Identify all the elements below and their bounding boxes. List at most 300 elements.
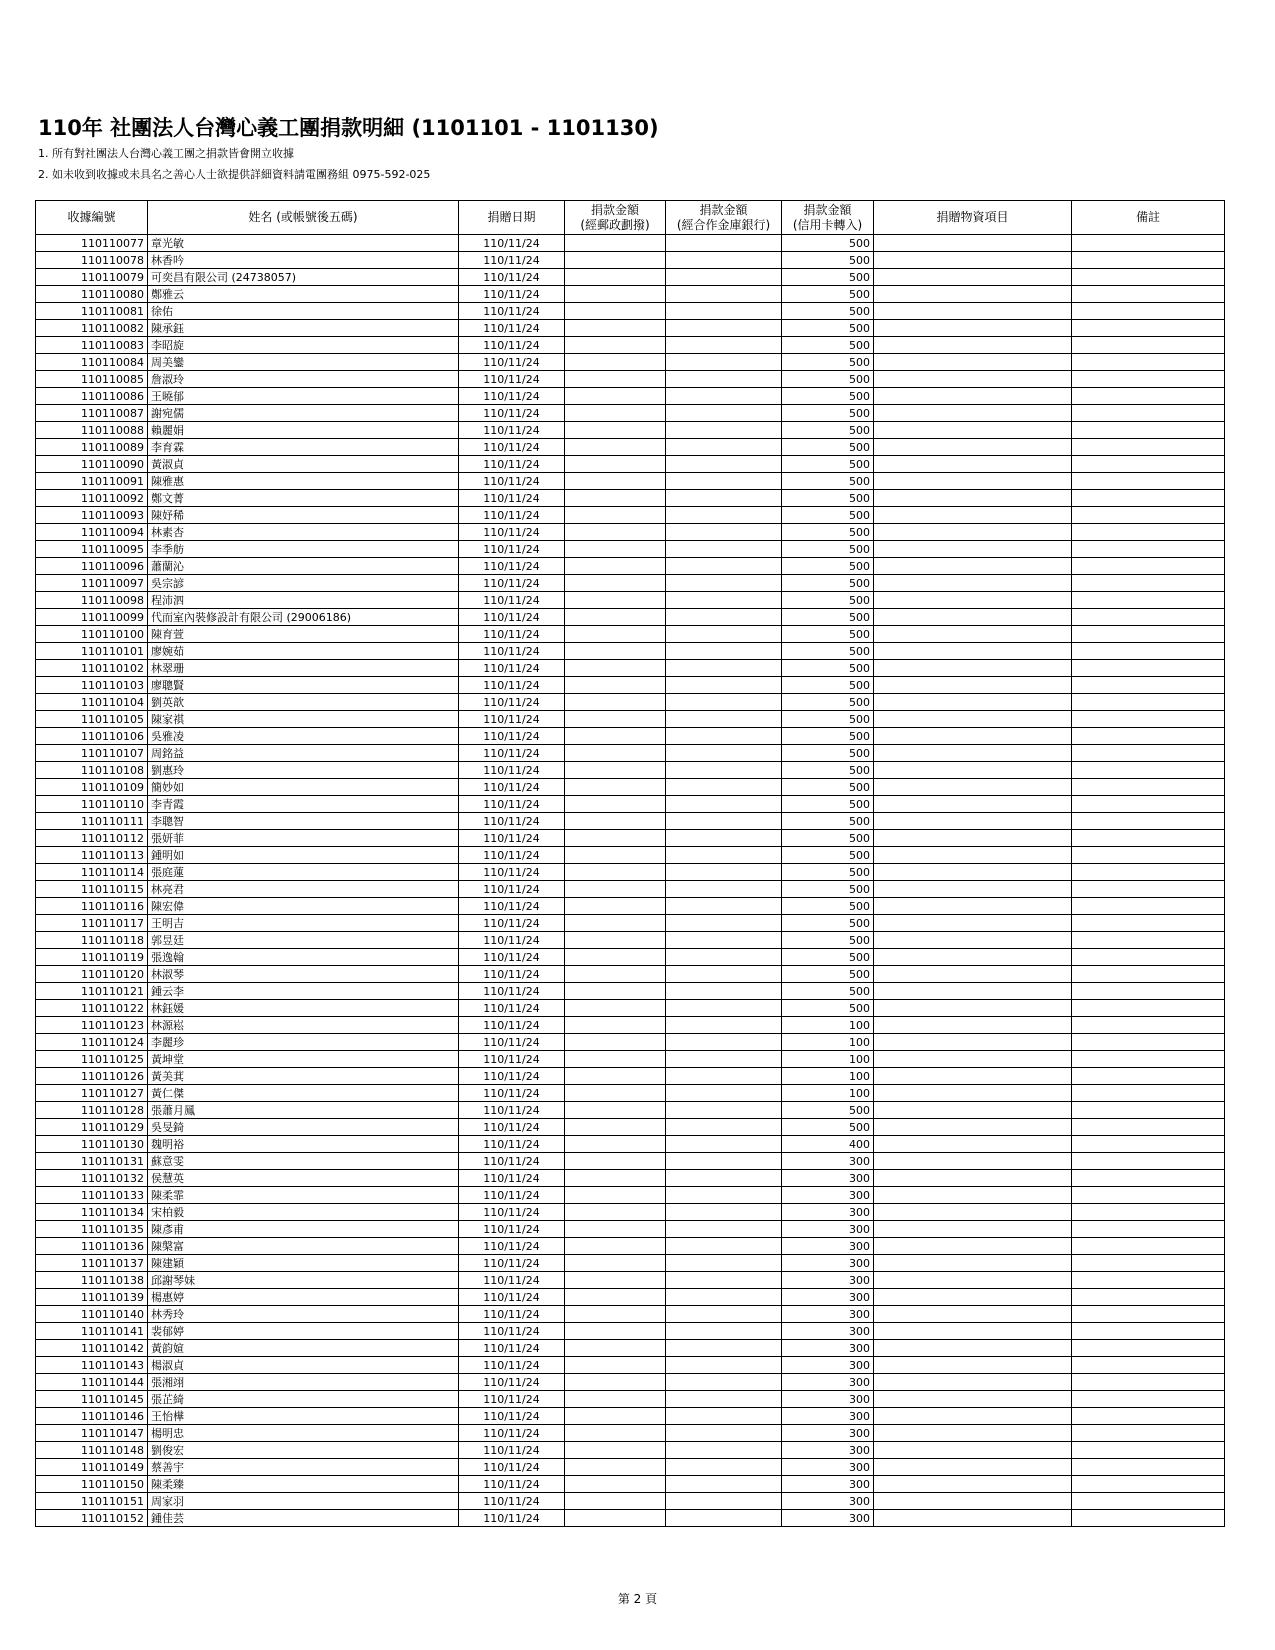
receipt-cell: 110110138: [36, 1272, 148, 1289]
donation-date-cell: 110/11/24: [459, 1204, 565, 1221]
receipt-cell: 110110119: [36, 949, 148, 966]
receipt-cell: 110110098: [36, 592, 148, 609]
bank-amount-cell: [666, 1459, 782, 1476]
table-row: [36, 609, 1225, 626]
goods-cell: [874, 286, 1072, 303]
receipt-cell: 110110101: [36, 643, 148, 660]
card-amount-cell: 500: [782, 762, 874, 779]
postal-amount-cell: [565, 1153, 666, 1170]
bank-amount-cell: [666, 1051, 782, 1068]
card-amount-cell: 300: [782, 1238, 874, 1255]
donation-date-cell: 110/11/24: [459, 235, 565, 252]
goods-cell: [874, 524, 1072, 541]
postal-amount-cell: [565, 745, 666, 762]
donor-name-cell: 李季舫: [148, 541, 459, 558]
donor-name-cell: 鍾明如: [148, 847, 459, 864]
postal-amount-cell: [565, 728, 666, 745]
remark-cell: [1072, 1289, 1225, 1306]
donation-date-cell: 110/11/24: [459, 1017, 565, 1034]
table-row: [36, 269, 1225, 286]
donor-name-cell: 鍾佳芸: [148, 1510, 459, 1527]
receipt-cell: 110110090: [36, 456, 148, 473]
receipt-cell: 110110133: [36, 1187, 148, 1204]
bank-amount-cell: [666, 388, 782, 405]
goods-cell: [874, 1119, 1072, 1136]
donation-date-cell: 110/11/24: [459, 847, 565, 864]
card-amount-cell: 500: [782, 303, 874, 320]
bank-amount-cell: [666, 269, 782, 286]
table-row: [36, 1136, 1225, 1153]
table-row: [36, 1153, 1225, 1170]
goods-cell: [874, 473, 1072, 490]
remark-cell: [1072, 252, 1225, 269]
bank-amount-cell: [666, 830, 782, 847]
remark-cell: [1072, 1170, 1225, 1187]
postal-amount-cell: [565, 473, 666, 490]
goods-cell: [874, 830, 1072, 847]
donation-date-cell: 110/11/24: [459, 830, 565, 847]
card-amount-cell: 300: [782, 1425, 874, 1442]
goods-cell: [874, 1425, 1072, 1442]
goods-cell: [874, 677, 1072, 694]
receipt-cell: 110110106: [36, 728, 148, 745]
remark-cell: [1072, 813, 1225, 830]
card-amount-cell: 500: [782, 1119, 874, 1136]
table-row: [36, 932, 1225, 949]
remark-cell: [1072, 728, 1225, 745]
donation-date-cell: 110/11/24: [459, 286, 565, 303]
donor-name-cell: 徐佑: [148, 303, 459, 320]
receipt-cell: 110110120: [36, 966, 148, 983]
table-row: [36, 694, 1225, 711]
donation-date-cell: 110/11/24: [459, 269, 565, 286]
goods-cell: [874, 1170, 1072, 1187]
receipt-cell: 110110103: [36, 677, 148, 694]
goods-cell: [874, 949, 1072, 966]
remark-cell: [1072, 779, 1225, 796]
remark-cell: [1072, 269, 1225, 286]
goods-cell: [874, 1221, 1072, 1238]
postal-amount-cell: [565, 1272, 666, 1289]
header-bank-line2: (經合作金庫銀行): [676, 217, 771, 232]
donation-date-cell: 110/11/24: [459, 439, 565, 456]
table-row: [36, 1017, 1225, 1034]
remark-cell: [1072, 898, 1225, 915]
receipt-cell: 110110117: [36, 915, 148, 932]
postal-amount-cell: [565, 847, 666, 864]
table-body: [36, 235, 1225, 1527]
card-amount-cell: 300: [782, 1476, 874, 1493]
remark-cell: [1072, 371, 1225, 388]
goods-cell: [874, 643, 1072, 660]
table-row: [36, 1306, 1225, 1323]
donor-name-cell: 黃坤堂: [148, 1051, 459, 1068]
remark-cell: [1072, 388, 1225, 405]
postal-amount-cell: [565, 677, 666, 694]
header-card-line1: 捐款金額: [803, 202, 852, 217]
donation-date-cell: 110/11/24: [459, 745, 565, 762]
header-bank-amount: [666, 201, 782, 235]
donation-date-cell: 110/11/24: [459, 1051, 565, 1068]
table-row: [36, 1187, 1225, 1204]
goods-cell: [874, 1034, 1072, 1051]
bank-amount-cell: [666, 626, 782, 643]
receipt-cell: 110110127: [36, 1085, 148, 1102]
remark-cell: [1072, 932, 1225, 949]
table-row: [36, 660, 1225, 677]
donation-date-cell: 110/11/24: [459, 1136, 565, 1153]
donor-name-cell: 廖聰賢: [148, 677, 459, 694]
remark-cell: [1072, 439, 1225, 456]
card-amount-cell: 300: [782, 1408, 874, 1425]
donor-name-cell: 李聰智: [148, 813, 459, 830]
postal-amount-cell: [565, 1017, 666, 1034]
card-amount-cell: 500: [782, 609, 874, 626]
goods-cell: [874, 1153, 1072, 1170]
remark-cell: [1072, 405, 1225, 422]
receipt-cell: 110110137: [36, 1255, 148, 1272]
bank-amount-cell: [666, 796, 782, 813]
receipt-cell: 110110092: [36, 490, 148, 507]
bank-amount-cell: [666, 898, 782, 915]
goods-cell: [874, 609, 1072, 626]
bank-amount-cell: [666, 1102, 782, 1119]
card-amount-cell: 100: [782, 1017, 874, 1034]
postal-amount-cell: [565, 1391, 666, 1408]
donation-date-cell: 110/11/24: [459, 490, 565, 507]
donor-name-cell: 周銘益: [148, 745, 459, 762]
postal-amount-cell: [565, 558, 666, 575]
donor-name-cell: 蘇意雯: [148, 1153, 459, 1170]
donation-date-cell: 110/11/24: [459, 558, 565, 575]
remark-cell: [1072, 1272, 1225, 1289]
bank-amount-cell: [666, 1408, 782, 1425]
donation-date-cell: 110/11/24: [459, 422, 565, 439]
bank-amount-cell: [666, 677, 782, 694]
postal-amount-cell: [565, 813, 666, 830]
goods-cell: [874, 728, 1072, 745]
card-amount-cell: 500: [782, 643, 874, 660]
goods-cell: [874, 881, 1072, 898]
postal-amount-cell: [565, 320, 666, 337]
table-row: [36, 371, 1225, 388]
header-bank-line1: 捐款金額: [699, 202, 748, 217]
remark-cell: [1072, 983, 1225, 1000]
remark-cell: [1072, 864, 1225, 881]
bank-amount-cell: [666, 881, 782, 898]
goods-cell: [874, 507, 1072, 524]
remark-cell: [1072, 303, 1225, 320]
receipt-cell: 110110112: [36, 830, 148, 847]
donor-name-cell: 張芷綺: [148, 1391, 459, 1408]
goods-cell: [874, 932, 1072, 949]
receipt-cell: 110110121: [36, 983, 148, 1000]
donor-name-cell: 鍾云李: [148, 983, 459, 1000]
donor-name-cell: 林鈺媛: [148, 1000, 459, 1017]
remark-cell: [1072, 830, 1225, 847]
receipt-cell: 110110145: [36, 1391, 148, 1408]
bank-amount-cell: [666, 609, 782, 626]
bank-amount-cell: [666, 983, 782, 1000]
goods-cell: [874, 1289, 1072, 1306]
remark-cell: [1072, 1442, 1225, 1459]
donation-date-cell: 110/11/24: [459, 1153, 565, 1170]
table-row: [36, 1289, 1225, 1306]
card-amount-cell: 500: [782, 507, 874, 524]
donation-date-cell: 110/11/24: [459, 915, 565, 932]
receipt-cell: 110110104: [36, 694, 148, 711]
bank-amount-cell: [666, 1034, 782, 1051]
donor-name-cell: 陳柔臻: [148, 1476, 459, 1493]
card-amount-cell: 300: [782, 1255, 874, 1272]
card-amount-cell: 500: [782, 745, 874, 762]
donation-date-cell: 110/11/24: [459, 643, 565, 660]
donation-date-cell: 110/11/24: [459, 1323, 565, 1340]
bank-amount-cell: [666, 779, 782, 796]
donation-date-cell: 110/11/24: [459, 1459, 565, 1476]
donor-name-cell: 鄭文菁: [148, 490, 459, 507]
postal-amount-cell: [565, 932, 666, 949]
postal-amount-cell: [565, 762, 666, 779]
goods-cell: [874, 1017, 1072, 1034]
card-amount-cell: 500: [782, 694, 874, 711]
donation-date-cell: 110/11/24: [459, 320, 565, 337]
bank-amount-cell: [666, 524, 782, 541]
remark-cell: [1072, 1153, 1225, 1170]
donation-date-cell: 110/11/24: [459, 1289, 565, 1306]
bank-amount-cell: [666, 711, 782, 728]
bank-amount-cell: [666, 1306, 782, 1323]
donor-name-cell: 陳承鈺: [148, 320, 459, 337]
bank-amount-cell: [666, 1425, 782, 1442]
remark-cell: [1072, 1000, 1225, 1017]
postal-amount-cell: [565, 1408, 666, 1425]
table-row: [36, 1493, 1225, 1510]
table-row: [36, 677, 1225, 694]
table-row: [36, 1391, 1225, 1408]
bank-amount-cell: [666, 507, 782, 524]
bank-amount-cell: [666, 439, 782, 456]
postal-amount-cell: [565, 643, 666, 660]
remark-cell: [1072, 626, 1225, 643]
card-amount-cell: 100: [782, 1051, 874, 1068]
donor-name-cell: 蔡善宇: [148, 1459, 459, 1476]
card-amount-cell: 500: [782, 371, 874, 388]
donor-name-cell: 林秀玲: [148, 1306, 459, 1323]
table-row: [36, 1357, 1225, 1374]
card-amount-cell: 500: [782, 677, 874, 694]
bank-amount-cell: [666, 1221, 782, 1238]
receipt-cell: 110110122: [36, 1000, 148, 1017]
table-row: [36, 286, 1225, 303]
receipt-cell: 110110114: [36, 864, 148, 881]
postal-amount-cell: [565, 694, 666, 711]
postal-amount-cell: [565, 1306, 666, 1323]
goods-cell: [874, 456, 1072, 473]
bank-amount-cell: [666, 949, 782, 966]
postal-amount-cell: [565, 779, 666, 796]
table-row: [36, 558, 1225, 575]
remark-cell: [1072, 422, 1225, 439]
table-row: [36, 830, 1225, 847]
donation-date-cell: 110/11/24: [459, 1102, 565, 1119]
donation-date-cell: 110/11/24: [459, 932, 565, 949]
receipt-cell: 110110099: [36, 609, 148, 626]
remark-cell: [1072, 1459, 1225, 1476]
bank-amount-cell: [666, 1017, 782, 1034]
table-row: [36, 592, 1225, 609]
donor-name-cell: 代而室內裝修設計有限公司 (29006186): [148, 609, 459, 626]
remark-cell: [1072, 1391, 1225, 1408]
donation-date-cell: 110/11/24: [459, 609, 565, 626]
table-row: [36, 354, 1225, 371]
bank-amount-cell: [666, 1238, 782, 1255]
remark-cell: [1072, 490, 1225, 507]
donor-name-cell: 陳育萱: [148, 626, 459, 643]
donor-name-cell: 陳柔霏: [148, 1187, 459, 1204]
bank-amount-cell: [666, 490, 782, 507]
goods-cell: [874, 711, 1072, 728]
donation-date-cell: 110/11/24: [459, 371, 565, 388]
donor-name-cell: 周美鑾: [148, 354, 459, 371]
donor-name-cell: 謝宛儒: [148, 405, 459, 422]
donor-name-cell: 黃韵媗: [148, 1340, 459, 1357]
goods-cell: [874, 592, 1072, 609]
card-amount-cell: 500: [782, 592, 874, 609]
table-row: [36, 490, 1225, 507]
card-amount-cell: 100: [782, 1034, 874, 1051]
goods-cell: [874, 1272, 1072, 1289]
remark-cell: [1072, 1323, 1225, 1340]
table-row: [36, 779, 1225, 796]
bank-amount-cell: [666, 813, 782, 830]
remark-cell: [1072, 796, 1225, 813]
donation-date-cell: 110/11/24: [459, 779, 565, 796]
receipt-cell: 110110110: [36, 796, 148, 813]
postal-amount-cell: [565, 1102, 666, 1119]
table-row: [36, 949, 1225, 966]
postal-amount-cell: [565, 354, 666, 371]
goods-cell: [874, 337, 1072, 354]
table-row: [36, 1034, 1225, 1051]
goods-cell: [874, 422, 1072, 439]
card-amount-cell: 300: [782, 1323, 874, 1340]
table-row: [36, 1272, 1225, 1289]
postal-amount-cell: [565, 966, 666, 983]
card-amount-cell: 300: [782, 1459, 874, 1476]
table-row: [36, 303, 1225, 320]
donation-date-cell: 110/11/24: [459, 660, 565, 677]
receipt-cell: 110110131: [36, 1153, 148, 1170]
table-row: [36, 1238, 1225, 1255]
bank-amount-cell: [666, 1136, 782, 1153]
goods-cell: [874, 558, 1072, 575]
donation-date-cell: 110/11/24: [459, 949, 565, 966]
donor-name-cell: 楊淑貞: [148, 1357, 459, 1374]
donation-date-cell: 110/11/24: [459, 337, 565, 354]
goods-cell: [874, 983, 1072, 1000]
table-row: [36, 626, 1225, 643]
goods-cell: [874, 660, 1072, 677]
postal-amount-cell: [565, 1034, 666, 1051]
donation-date-cell: 110/11/24: [459, 898, 565, 915]
postal-amount-cell: [565, 490, 666, 507]
goods-cell: [874, 1306, 1072, 1323]
goods-cell: [874, 1204, 1072, 1221]
table-row: [36, 915, 1225, 932]
bank-amount-cell: [666, 1493, 782, 1510]
goods-cell: [874, 1187, 1072, 1204]
remark-cell: [1072, 949, 1225, 966]
table-row: [36, 405, 1225, 422]
bank-amount-cell: [666, 660, 782, 677]
goods-cell: [874, 1493, 1072, 1510]
card-amount-cell: 500: [782, 1000, 874, 1017]
table-row: [36, 456, 1225, 473]
remark-cell: [1072, 541, 1225, 558]
donation-date-cell: 110/11/24: [459, 1476, 565, 1493]
postal-amount-cell: [565, 439, 666, 456]
table-row: [36, 1085, 1225, 1102]
postal-amount-cell: [565, 1442, 666, 1459]
donation-date-cell: 110/11/24: [459, 252, 565, 269]
postal-amount-cell: [565, 1476, 666, 1493]
goods-cell: [874, 1136, 1072, 1153]
page-number: 第 2 頁: [617, 1592, 658, 1606]
goods-cell: [874, 405, 1072, 422]
remark-cell: [1072, 1204, 1225, 1221]
receipt-cell: 110110109: [36, 779, 148, 796]
postal-amount-cell: [565, 1000, 666, 1017]
card-amount-cell: 500: [782, 898, 874, 915]
donation-date-cell: 110/11/24: [459, 1425, 565, 1442]
postal-amount-cell: [565, 456, 666, 473]
bank-amount-cell: [666, 1204, 782, 1221]
donation-date-cell: 110/11/24: [459, 1255, 565, 1272]
receipt-cell: 110110128: [36, 1102, 148, 1119]
bank-amount-cell: [666, 1340, 782, 1357]
remark-cell: [1072, 592, 1225, 609]
receipt-cell: 110110116: [36, 898, 148, 915]
goods-cell: [874, 1340, 1072, 1357]
receipt-cell: 110110139: [36, 1289, 148, 1306]
donation-date-cell: 110/11/24: [459, 694, 565, 711]
receipt-cell: 110110077: [36, 235, 148, 252]
receipt-cell: 110110089: [36, 439, 148, 456]
receipt-cell: 110110081: [36, 303, 148, 320]
card-amount-cell: 300: [782, 1272, 874, 1289]
goods-cell: [874, 320, 1072, 337]
goods-cell: [874, 1459, 1072, 1476]
donor-name-cell: 黃淑貞: [148, 456, 459, 473]
postal-amount-cell: [565, 235, 666, 252]
postal-amount-cell: [565, 371, 666, 388]
receipt-cell: 110110125: [36, 1051, 148, 1068]
receipt-cell: 110110151: [36, 1493, 148, 1510]
donor-name-cell: 詹淑玲: [148, 371, 459, 388]
table-row: [36, 1068, 1225, 1085]
donor-name-cell: 賴麗娟: [148, 422, 459, 439]
bank-amount-cell: [666, 1476, 782, 1493]
bank-amount-cell: [666, 694, 782, 711]
card-amount-cell: 300: [782, 1374, 874, 1391]
goods-cell: [874, 269, 1072, 286]
remark-cell: [1072, 473, 1225, 490]
receipt-cell: 110110093: [36, 507, 148, 524]
table-row: [36, 762, 1225, 779]
donor-name-cell: 楊明忠: [148, 1425, 459, 1442]
bank-amount-cell: [666, 1153, 782, 1170]
